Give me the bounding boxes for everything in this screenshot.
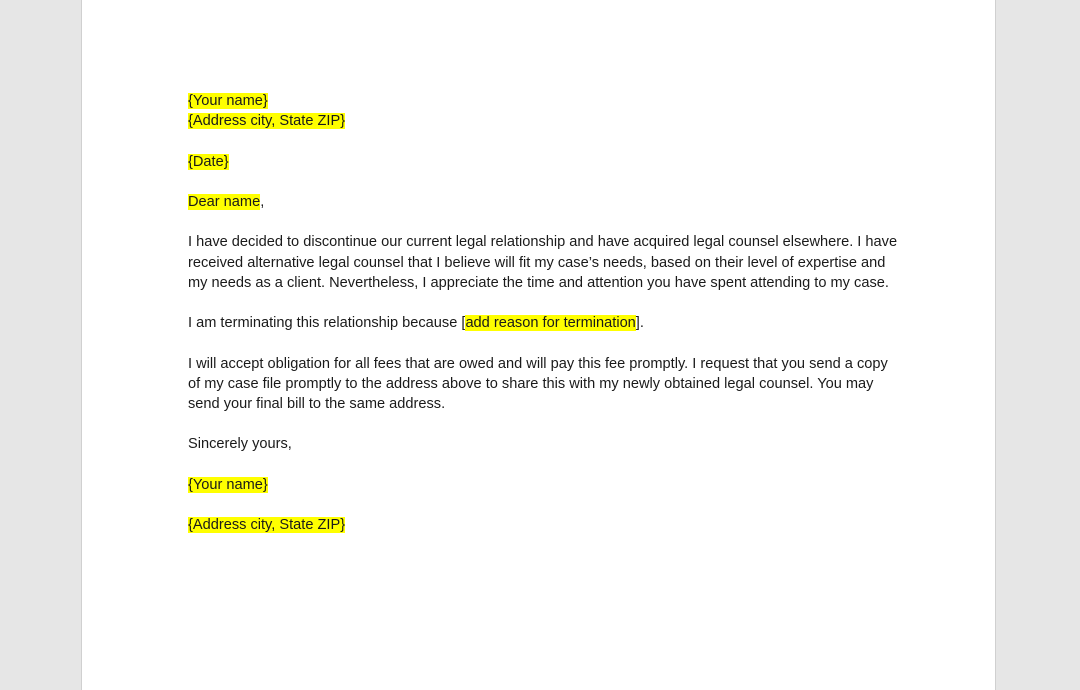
salutation <box>188 192 900 212</box>
sender-name-placeholder[interactable]: {Your name} <box>188 93 268 109</box>
paragraph-1: I have decided to discontinue our current legal relationship and have acquired legal counsel elsewhere. I have received alternative legal counsel that I believe will fit my case’s needs, based on their level of expertise and my needs as a client. Nevertheless, I appreciate the time and attention you have spent attending to my case. <box>188 234 898 291</box>
closing: Sincerely yours, <box>188 436 292 453</box>
sender-block <box>188 91 900 111</box>
document-page[interactable] <box>81 0 996 690</box>
termination-reason-placeholder[interactable]: add reason for termination <box>465 315 636 332</box>
paragraph-2-suffix: ]. <box>635 315 644 332</box>
sender-address-placeholder[interactable]: {Address city, State ZIP} <box>188 113 346 130</box>
salutation-name-placeholder[interactable]: Dear name <box>188 193 261 210</box>
letter-body[interactable] <box>188 91 900 535</box>
paragraph-2 <box>188 313 900 333</box>
date-placeholder[interactable]: {Date} <box>188 153 229 170</box>
signature-address-placeholder[interactable]: {Address city, State ZIP} <box>188 517 346 534</box>
signature-name-line <box>188 475 900 495</box>
signature-name-placeholder[interactable]: {Your name} <box>188 476 268 493</box>
salutation-punctuation: , <box>260 193 265 210</box>
sender-address-line <box>188 111 900 131</box>
paragraph-3: I will accept obligation for all fees that are owed and will pay this fee promptly. I request that you send a copy of my case file promptly to the address above to share this with my newly obtained legal counsel. You may send your final bill to the same address. <box>188 355 888 412</box>
paragraph-2-prefix: I am terminating this relationship because [ <box>188 315 466 332</box>
date-line <box>188 152 900 172</box>
signature-address-line <box>188 515 900 535</box>
